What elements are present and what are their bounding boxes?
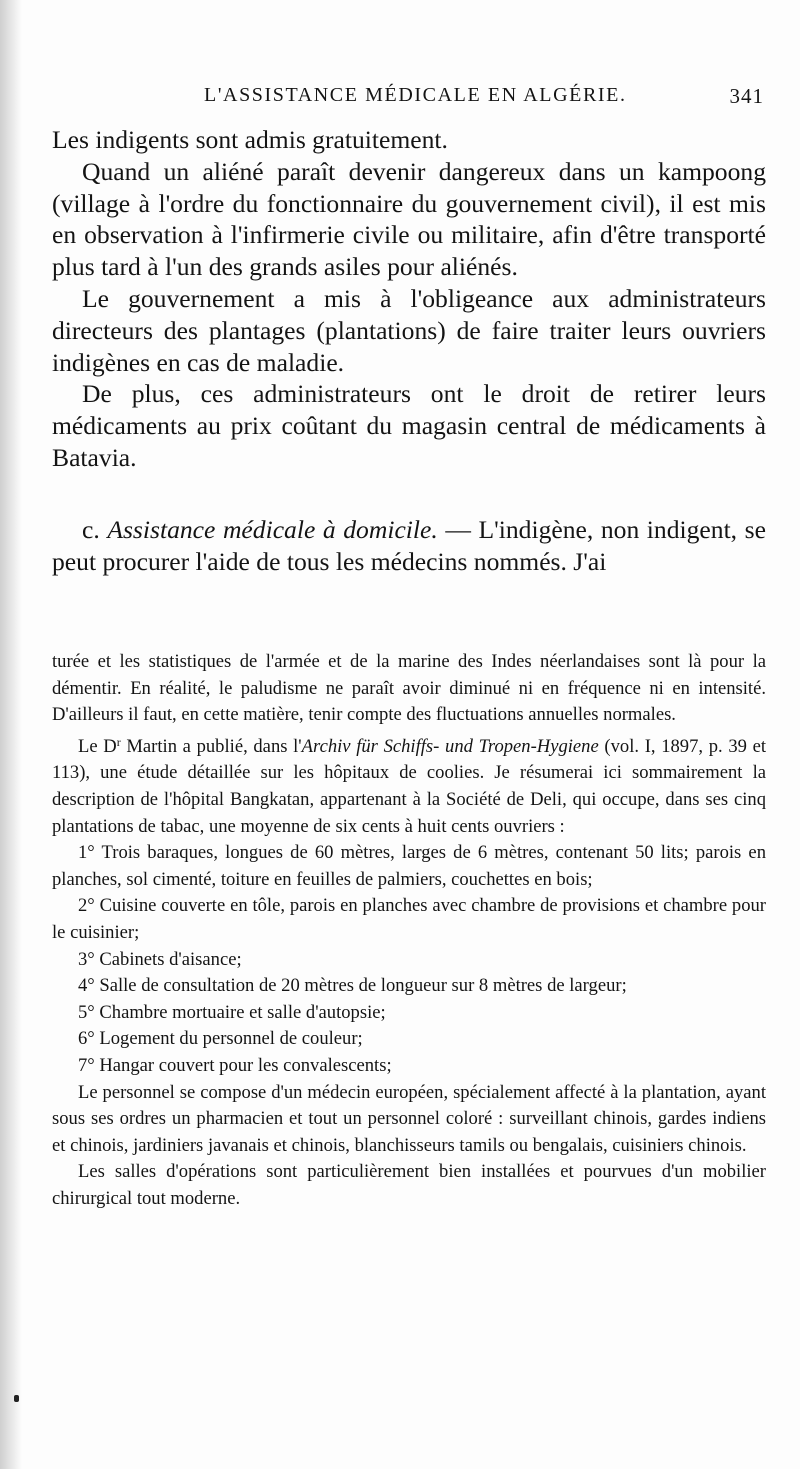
margin-mark bbox=[14, 1395, 19, 1402]
binding-shadow bbox=[0, 0, 22, 1469]
section-text: — L'indigène, non indigent, se peut procurer l'aide de tous les médecins nommés. J'ai bbox=[52, 514, 766, 576]
main-text bbox=[52, 124, 766, 577]
list-item: 2° Cuisine couverte en tôle, parois en planches avec chambre de provisions et chambre pour le cuisinier; bbox=[52, 895, 766, 943]
paragraph-assistance-domicile bbox=[52, 514, 766, 578]
section-title: Assistance médicale à domicile. bbox=[107, 514, 438, 544]
list-item: 3° Cabinets d'aisance; bbox=[78, 948, 242, 970]
list-item: 4° Salle de consultation de 20 mètres de longueur sur 8 mètres de largeur; bbox=[78, 975, 627, 997]
list-item: 6° Logement du personnel de couleur; bbox=[78, 1028, 363, 1050]
paragraph-alienes: Quand un aliéné paraît devenir dangereux dans un kampoong (village à l'ordre du fonctionnaire du gouvernement civil), il est mis en observation à l'infirmerie civile ou militaire, afin d'être transporté plus tard à l'un des grands asiles pour aliénés. bbox=[52, 156, 766, 282]
running-title: L'ASSISTANCE MÉDICALE EN ALGÉRIE. bbox=[204, 84, 627, 106]
footnote-salles: Les salles d'opérations sont particulièrement bien installées et pourvues d'un mobilier chirurgical tout moderne. bbox=[52, 1161, 766, 1209]
page-header bbox=[52, 84, 764, 114]
section-label: c. bbox=[82, 514, 108, 544]
paragraph-medicaments: De plus, ces administrateurs ont le droit de retirer leurs médicaments au prix coûtant du magasin central de médicaments à Batavia. bbox=[52, 379, 766, 472]
journal-title: Archiv für Schiffs- und Tropen-Hygiene bbox=[301, 735, 599, 757]
page-number: 341 bbox=[729, 84, 764, 108]
footnote-text bbox=[52, 649, 766, 1212]
footnote-martin: Le $D^r$ Martin a publié, dans l'Archiv für Schiffs- und Tropen-Hygiene (vol. I, 1897, p. 39 et 113), une étude détaillée sur les hôpitaux de coolies. Je résumerai ici sommairement la description de l'hôpital Bangkatan, appartenant à la Société de Deli, qui occupe, dans ses cinq plantations de tabac, une moyenne de six cents à huit cents ouvriers : bbox=[52, 734, 767, 837]
paragraph-indigents: Les indigents sont admis gratuitement. bbox=[52, 125, 448, 154]
footnote-personnel: Le personnel se compose d'un médecin européen, spécialement affecté à la plantation, ayant sous ses ordres un pharmacien et tout un personnel coloré : surveillant chinois, gardes indiens et chinois, jardiniers javanais et chinois, blanchisseurs tamils ou bengalais, cuisiniers chinois. bbox=[52, 1081, 766, 1156]
footnote-paludisme: turée et les statistiques de l'armée et de la marine des Indes néerlandaises sont là pour la démentir. En réalité, le paludisme ne paraît avoir diminué ni en fréquence ni en intensité. D'ailleurs il faut, en cette matière, tenir compte des fluctuations annuelles normales. bbox=[52, 651, 766, 726]
paragraph-gouvernement: Le gouvernement a mis à l'obligeance aux administrateurs directeurs des plantages (plantations) de faire traiter leurs ouvriers indigènes en cas de maladie. bbox=[52, 283, 766, 377]
list-item: 1° Trois baraques, longues de 60 mètres, larges de 6 mètres, contenant 50 lits; parois en planches, sol cimenté, toiture en feuilles de palmiers, couchettes en bois; bbox=[52, 842, 766, 890]
list-item: 7° Hangar couvert pour les convalescents; bbox=[78, 1054, 392, 1076]
list-item: 5° Chambre mortuaire et salle d'autopsie; bbox=[78, 1001, 386, 1023]
